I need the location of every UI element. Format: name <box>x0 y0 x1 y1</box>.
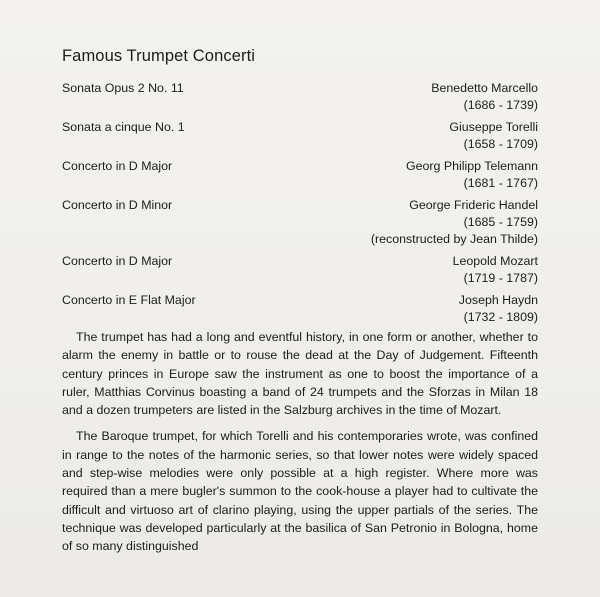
work-title: Sonata Opus 2 No. 11 <box>62 81 184 95</box>
work-item <box>62 197 538 248</box>
work-title: Concerto in D Major <box>62 254 173 268</box>
work-item <box>62 158 538 192</box>
composer-name: Leopold Mozart <box>452 254 538 268</box>
work-item <box>62 292 538 326</box>
work-composer <box>459 292 538 326</box>
paragraph: The Baroque trumpet, for which Torelli and his contemporaries wrote, was confined in range to the notes of the harmonic series, so that lower notes were widely spaced and step-wise melodies were only possible at a high register. Where more was required than a mere bugler's summon to the cook-house a player had to cultivate the difficult and virtuoso art of clarino playing, using the upper partials of the series. The technique was developed particularly at the basilica of San Petronio in Bologna, home of so many distinguished <box>62 429 538 554</box>
work-composer <box>431 80 538 114</box>
composer-name: Giuseppe Torelli <box>449 120 538 134</box>
work-item <box>62 80 538 114</box>
work-item <box>62 119 538 153</box>
arrangement-note: (reconstructed by Jean Thilde) <box>370 232 538 246</box>
composer-name: Joseph Haydn <box>458 293 538 307</box>
work-composer <box>406 158 538 192</box>
paragraph: The trumpet has had a long and eventful history, in one form or another, whether to alarm the enemy in battle or to rouse the dead at the Day of Judgement. Fifteenth century princes in Europe saw the instrument as one to boost the importance of a ruler, Matthias Corvinus boasting a band of 24 trumpets and the Sforzas in Milan 18 and a dozen trumpeters are listed in the Salzburg archives in the time of Mozart. <box>62 330 538 418</box>
composer-dates: (1719 - 1787) <box>463 271 538 285</box>
work-composer <box>449 119 538 153</box>
page-title: Famous Trumpet Concerti <box>62 47 256 65</box>
composer-dates: (1685 - 1759) <box>463 215 538 229</box>
composer-name: George Frideric Handel <box>409 198 538 212</box>
composer-dates: (1681 - 1767) <box>463 176 538 190</box>
work-title: Concerto in D Minor <box>62 198 173 212</box>
composer-name: Georg Philipp Telemann <box>405 159 538 173</box>
composer-dates: (1686 - 1739) <box>463 98 538 112</box>
composer-dates: (1658 - 1709) <box>463 137 538 151</box>
liner-notes <box>62 328 538 564</box>
work-title: Concerto in E Flat Major <box>62 293 196 307</box>
composer-dates: (1732 - 1809) <box>463 310 538 324</box>
work-composer <box>371 197 538 248</box>
composer-name: Benedetto Marcello <box>431 81 538 95</box>
work-title: Sonata a cinque No. 1 <box>62 120 185 134</box>
work-composer <box>453 253 538 287</box>
work-item <box>62 253 538 287</box>
works-list <box>62 80 538 326</box>
work-title: Concerto in D Major <box>62 159 173 173</box>
